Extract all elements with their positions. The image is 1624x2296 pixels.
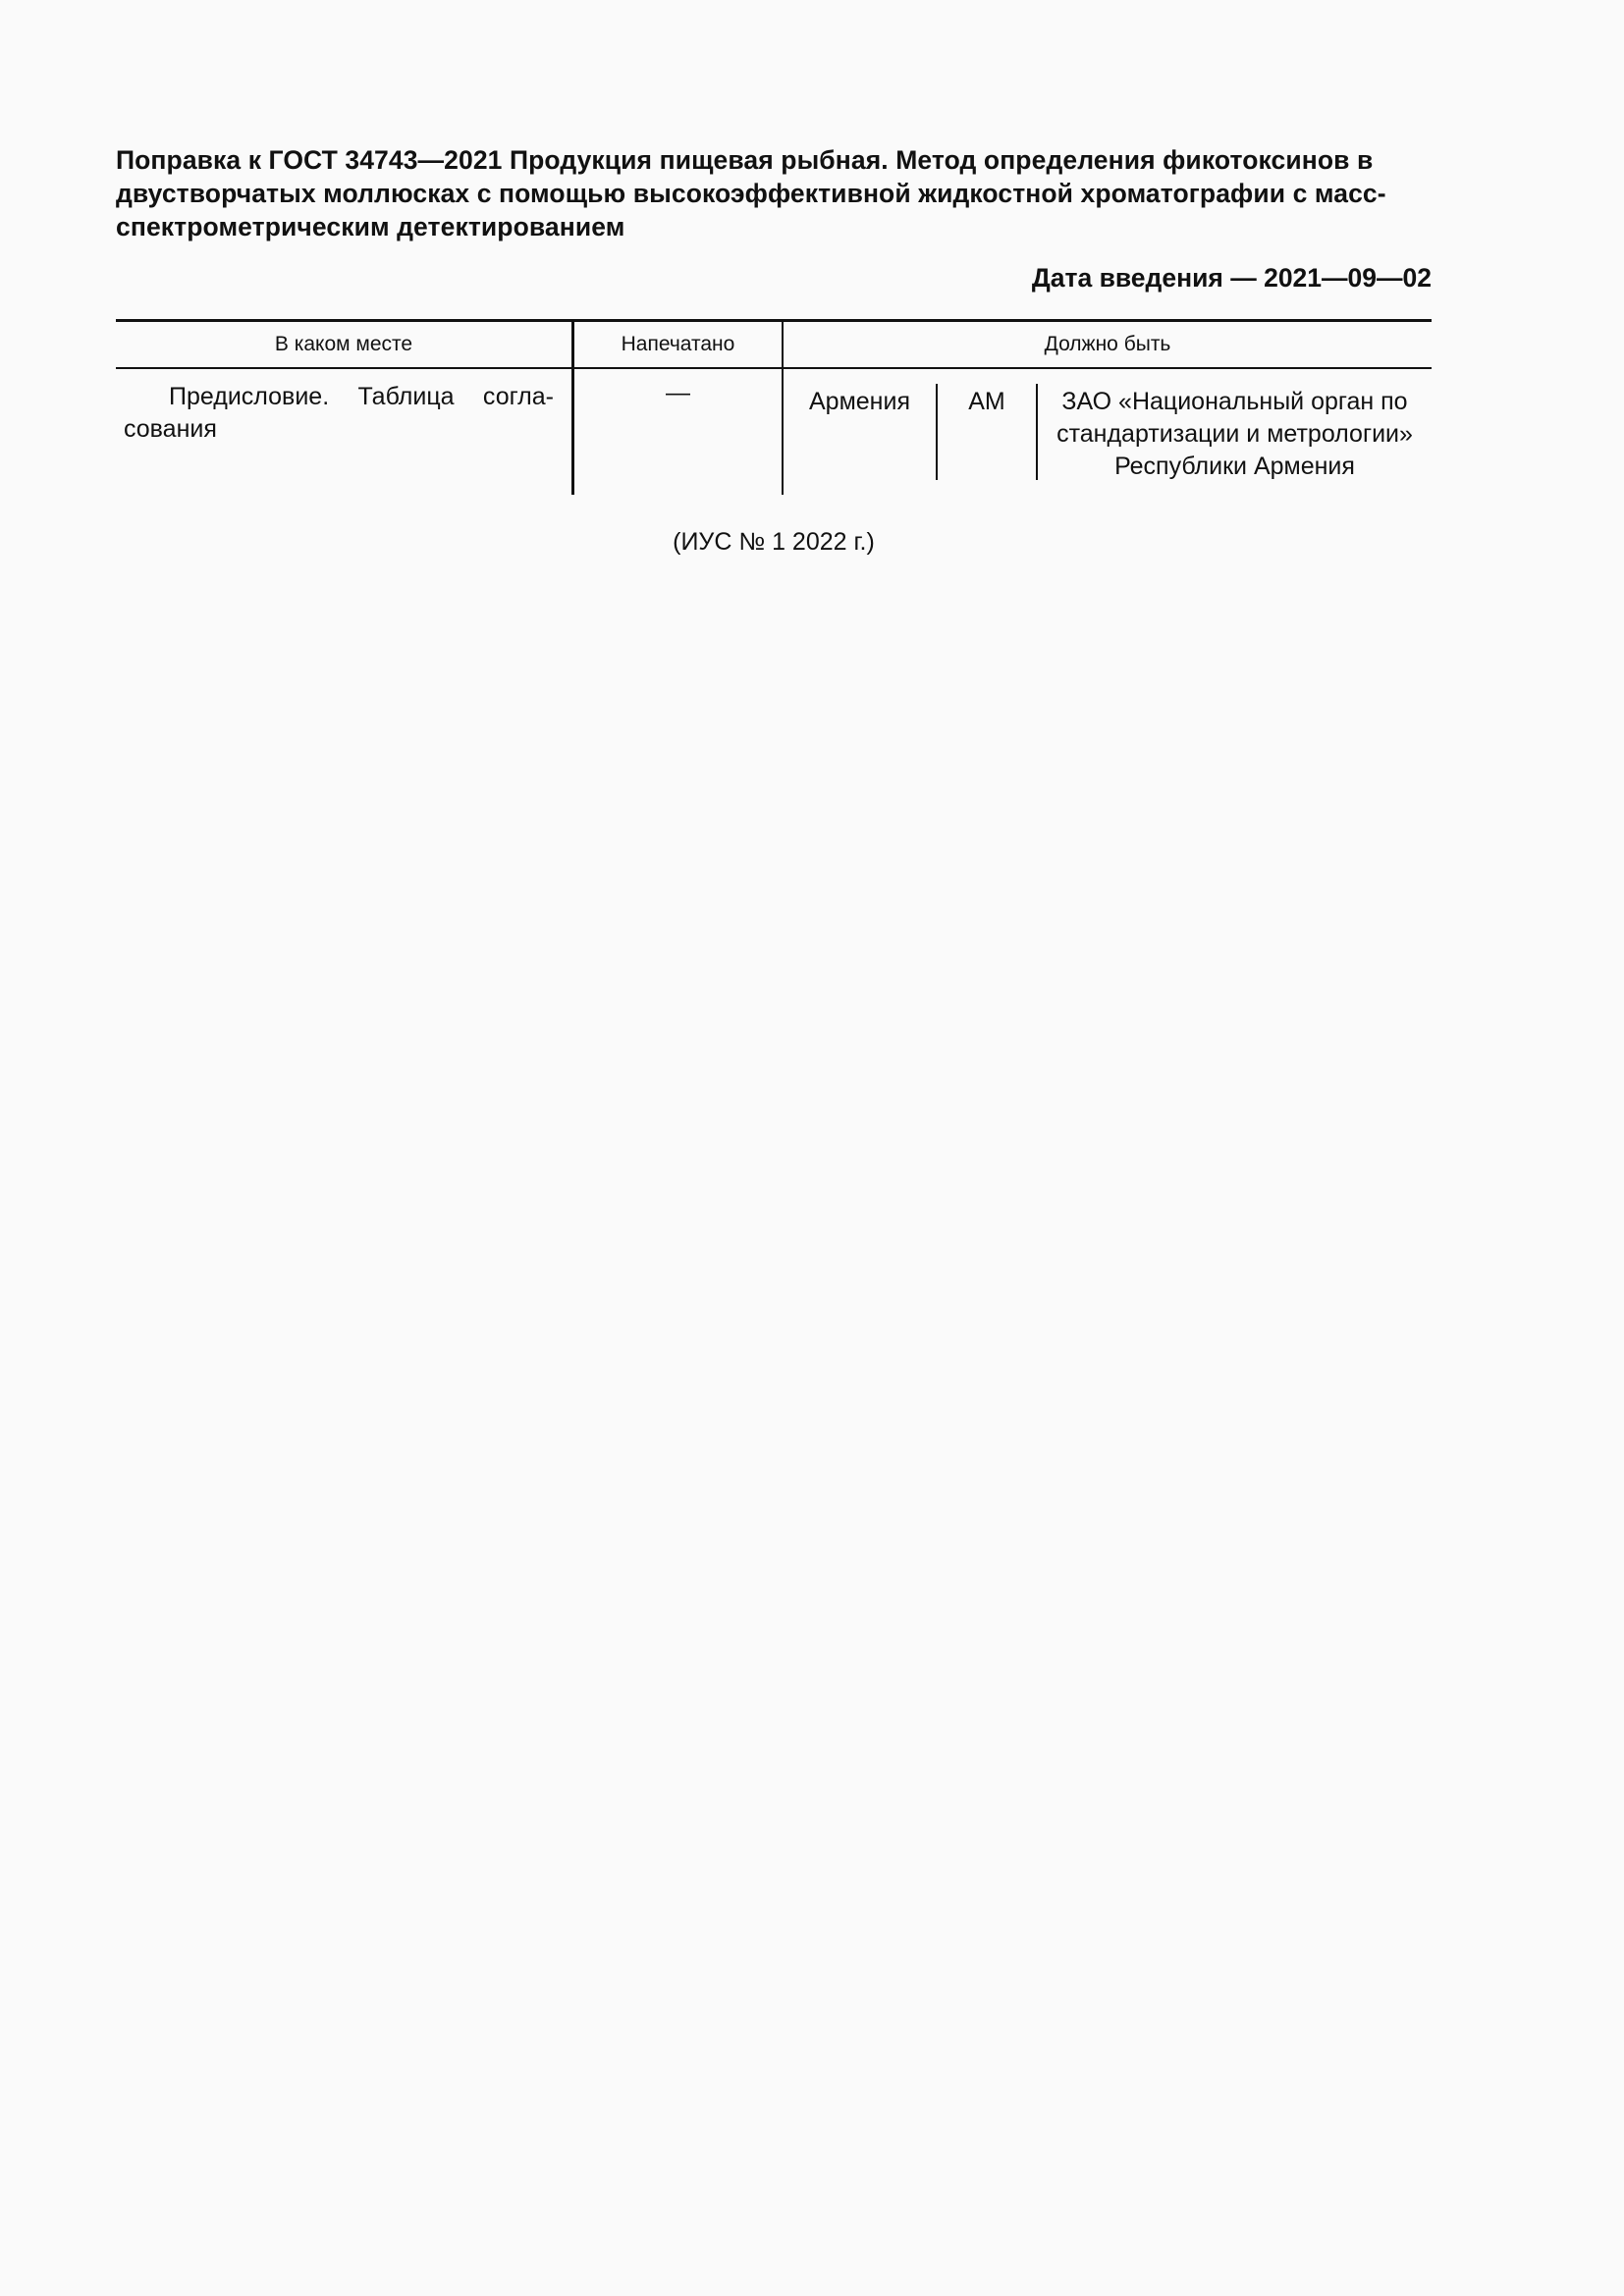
header-should-be: Должно быть xyxy=(783,321,1432,369)
printed-text: — xyxy=(666,379,690,406)
should-be-grid xyxy=(784,384,1432,480)
table-row xyxy=(116,368,1432,495)
should-be-country: Армения xyxy=(784,384,938,480)
cell-place xyxy=(116,368,573,495)
should-be-standards-body: ЗАО «Национальный орган по стандартизации и метрологии» Республики Армения xyxy=(1056,388,1413,480)
cell-printed xyxy=(573,368,784,495)
cell-should-be xyxy=(783,368,1432,495)
issue-reference: (ИУС № 1 2022 г.) xyxy=(673,528,875,556)
introduction-date: Дата введения — 2021—09—02 xyxy=(1031,263,1432,293)
header-printed: Напечатано xyxy=(573,321,784,369)
place-text: Предисловие. Таблица согла-сования xyxy=(124,383,554,443)
should-be-country-code: АМ xyxy=(938,384,1038,480)
table-header-row xyxy=(116,321,1432,369)
amendment-title: Поправка к ГОСТ 34743—2021 Продукция пищевая рыбная. Метод определения фикотоксинов в двустворчатых моллюсках с помощью высокоэффективной жидкостной хроматографии с масс-спектрометрическим детектированием xyxy=(116,145,1386,241)
amendment-table xyxy=(116,319,1432,495)
header-place: В каком месте xyxy=(116,321,573,369)
